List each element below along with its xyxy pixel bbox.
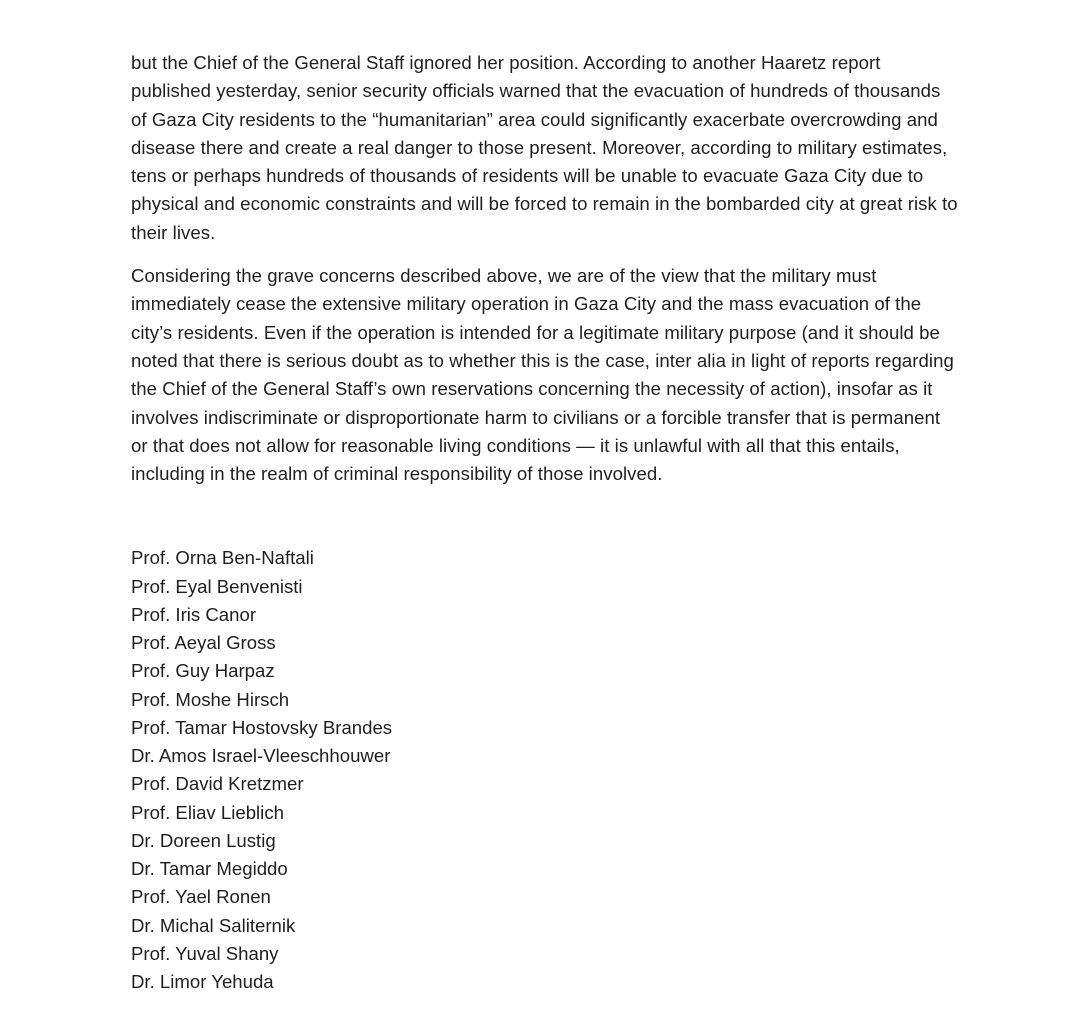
signatory-name: Prof. Iris Canor (131, 603, 257, 625)
signatory-name: Dr. Limor Yehuda (131, 971, 274, 993)
signatory-name: Prof. Guy Harpaz (131, 660, 275, 682)
signatory-name: Dr. Tamar Megiddo (131, 858, 288, 880)
signatory-name: Prof. David Kretzmer (131, 773, 304, 795)
signatory-name: Prof. Yael Ronen (131, 886, 271, 908)
signatory-name: Dr. Doreen Lustig (131, 829, 276, 851)
signatory-list (131, 544, 961, 996)
signatory-name: Prof. Eliav Lieblich (131, 801, 284, 823)
signatory-name: Prof. Yuval Shany (131, 942, 279, 964)
document-page (131, 49, 961, 996)
signatory-name: Prof. Aeyal Gross (131, 632, 276, 654)
signatory-name: Prof. Moshe Hirsch (131, 688, 290, 710)
body-paragraph-2: Considering the grave concerns described above, we are of the view that the military must immediately cease the extensive military operation in Gaza City and the mass evacuation of the city’s residents. Even if the operation is intended for a legitimate military purpose (and it should be noted that there is serious doubt as to whether this is the case, inter alia in light of reports regarding the Chief of the General Staff’s own reservations concerning the necessity of action), insofar as it involves indiscriminate or disproportionate harm to civilians or a forcible transfer that is permanent or that does not allow for reasonable living conditions — it is unlawful with all that this entails, including in the realm of criminal responsibility of those involved. (131, 265, 954, 485)
signatory-name: Prof. Orna Ben-Naftali (131, 547, 314, 569)
signatory-name: Prof. Tamar Hostovsky Brandes (131, 716, 393, 738)
signatory-name: Dr. Amos Israel-Vleeschhouwer (131, 745, 391, 767)
signatory-name: Prof. Eyal Benvenisti (131, 575, 303, 597)
signatory-name: Dr. Michal Saliternik (131, 914, 296, 936)
body-paragraph-1: but the Chief of the General Staff ignored her position. According to another Haaretz report published yesterday, senior security officials warned that the evacuation of hundreds of thousands of Gaza City residents to the “humanitarian” area could significantly exacerbate overcrowding and disease there and create a real danger to those present. Moreover, according to military estimates, tens or perhaps hundreds of thousands of residents will be unable to evacuate Gaza City due to physical and economic constraints and will be forced to remain in the bombarded city at great risk to their lives. (131, 52, 958, 243)
